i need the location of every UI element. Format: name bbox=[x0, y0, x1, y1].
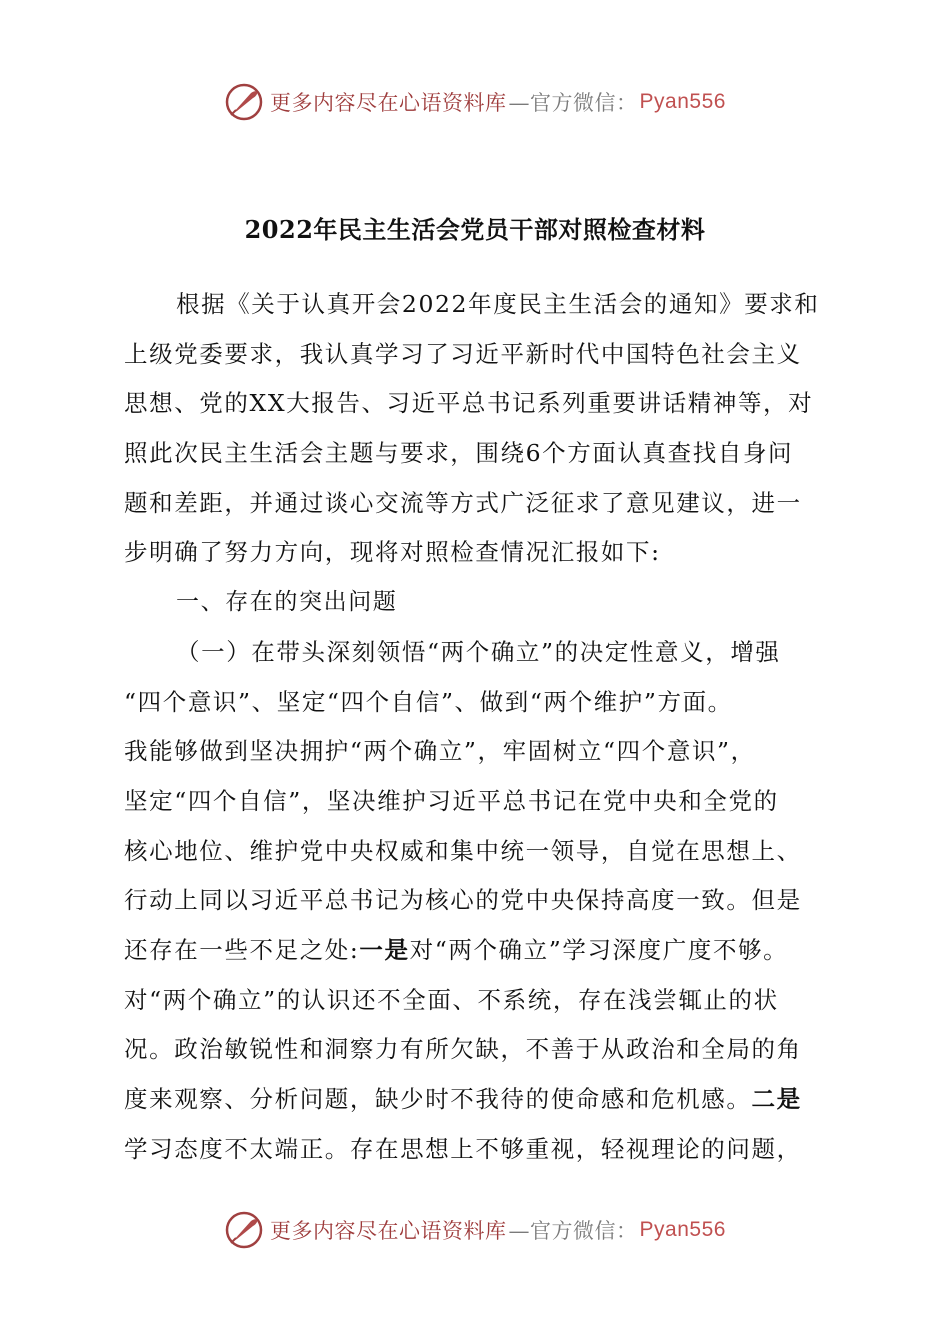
paragraph-line: 对“两个确立”的认识还不全面、不系统，存在浅尝辄止的状 bbox=[124, 985, 779, 1014]
paragraph-line: 核心地位、维护党中央权威和集中统一领导，自觉在思想上、 bbox=[124, 836, 802, 865]
paragraph-line bbox=[124, 1075, 830, 1125]
paragraph-line: 题和差距，并通过谈心交流等方式广泛征求了意见建议，进一 bbox=[124, 488, 802, 517]
watermark-main: 更多内容尽在心语资料库 bbox=[270, 91, 507, 115]
paragraph-line bbox=[124, 926, 830, 976]
watermark-sub: —官方微信： bbox=[508, 1219, 638, 1243]
watermark-text bbox=[270, 1215, 726, 1245]
subsection-line: “四个意识”、坚定“四个自信”、做到“两个维护”方面。 bbox=[124, 687, 733, 716]
line-text: 还存在一些不足之处: bbox=[124, 935, 360, 964]
paragraph-line: 上级党委要求，我认真学习了习近平新时代中国特色社会主义 bbox=[124, 339, 802, 368]
paragraph-line: 步明确了努力方向，现将对照检查情况汇报如下: bbox=[124, 538, 661, 567]
paragraph-line: 行动上同以习近平总书记为核心的党中央保持高度一致。但是 bbox=[124, 886, 802, 915]
watermark-id: Pyan556 bbox=[639, 1218, 726, 1241]
line-text: 度来观察、分析问题，缺少时不我待的使命感和危机感。 bbox=[124, 1085, 752, 1113]
point-label-two: 二是 bbox=[751, 1085, 802, 1113]
quill-logo-icon bbox=[224, 82, 264, 122]
paragraph-line: 况。政治敏锐性和洞察力有所欠缺，不善于从政治和全局的角 bbox=[124, 1035, 802, 1064]
quill-logo-icon bbox=[224, 1210, 264, 1250]
section-heading: 一、存在的突出问题 bbox=[176, 589, 398, 616]
paragraph-line: 思想、党的XX大报告、习近平总书记系列重要讲话精神等，对 bbox=[124, 389, 814, 418]
paragraph-line: 照此次民主生活会主题与要求，围绕6个方面认真查找自身问 bbox=[124, 439, 794, 468]
paragraph-line: 根据《关于认真开会2022年度民主生活会的通知》要求和 bbox=[176, 290, 820, 318]
watermark-banner-bottom bbox=[0, 1210, 950, 1250]
paragraph-line: 坚定“四个自信”，坚决维护习近平总书记在党中央和全党的 bbox=[124, 786, 779, 815]
line-text: 对“两个确立”学习深度广度不够。 bbox=[409, 935, 789, 964]
watermark-text bbox=[270, 87, 726, 117]
paragraph-line: 学习态度不太端正。存在思想上不够重视，轻视理论的问题， bbox=[124, 1134, 802, 1163]
subsection-line: （一）在带头深刻领悟“两个确立”的决定性意义，增强 bbox=[176, 637, 781, 666]
watermark-id: Pyan556 bbox=[639, 90, 726, 113]
point-label-one: 一是 bbox=[359, 935, 410, 964]
watermark-main: 更多内容尽在心语资料库 bbox=[270, 1219, 507, 1243]
watermark-banner-top bbox=[0, 82, 950, 122]
document-title: 2022年民主生活会党员干部对照检查材料 bbox=[244, 215, 706, 244]
watermark-sub: —官方微信： bbox=[508, 91, 638, 115]
paragraph-line: 我能够做到坚决拥护“两个确立”，牢固树立“四个意识”， bbox=[124, 737, 756, 766]
document-body bbox=[124, 280, 830, 1174]
